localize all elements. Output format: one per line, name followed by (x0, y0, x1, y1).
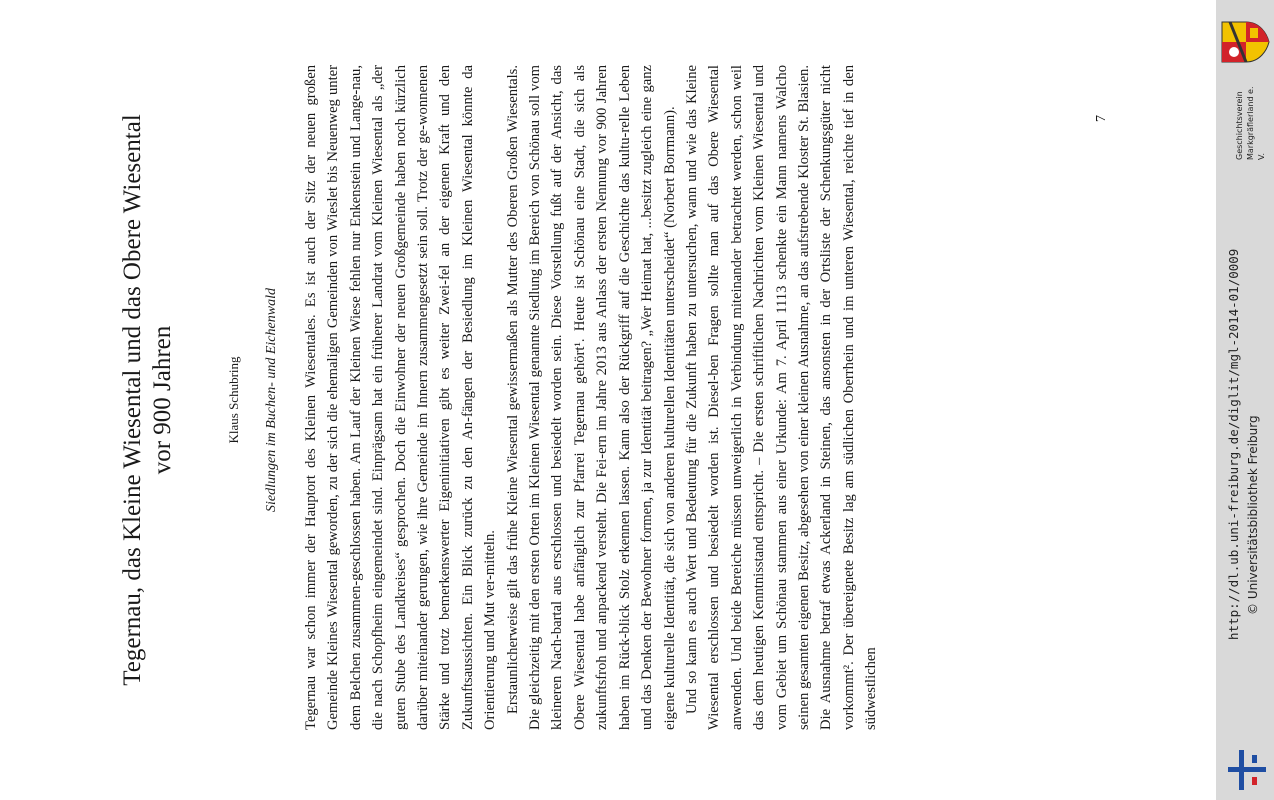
page-number: 7 (1094, 115, 1109, 122)
paragraph-1: Tegernau war schon immer der Hauptort des Kleinen Wiesentales. Es ist auch der Sitz der neuen großen Gemeinde Kleines Wiesental geworden, zu der sich die ehemaligen Gemeinden von Wieslet bis Neuenweg unter dem Belchen zusammen-geschlossen haben. Am Lauf der Kleinen Wiese fehlen nur Enkenstein und Lange-nau, die nach Schopfheim eingemeindet sind. Einprägsam hat ein früherer Landrat vom Kleinen Wiesental als „der guten Stube des Landkreises“ gesprochen. Doch die Einwohner der neuen Großgemeinde haben noch kürzlich darüber miteinander gerungen, wie ihre Gemeinde im Innern zusammengesetzt sein soll. Trotz der ge-wonnenen Stärke und trotz bemerkenswerter Eigeninitiativen gibt es weiter Zwei-fel an der eigenen Kraft und den Zukunftsaussichten. Ein Blick zurück zu den An-fängen der Besiedlung im Kleinen Wiesental könnte da Orientierung und Mut ver-mitteln. (303, 65, 499, 730)
section-subheading: Siedlungen im Buchen- und Eichenwald (264, 288, 279, 512)
society-name-line-2: Markgräflerland e. V. (1246, 86, 1266, 160)
article-body (300, 65, 883, 730)
coat-of-arms-icon (1220, 20, 1270, 64)
university-library-logo-icon (1228, 750, 1266, 790)
paragraph-2: Erstaunlicherweise gilt das frühe Kleine Wiesental gewissermaßen als Mutter des Oberen Großen Wiesentals. Die gleichzeitig mit den ersten Orten im Kleinen Wiesental genannte Siedlung im Bereich von Schönau soll vom kleineren Nach-bartal aus erschlossen und besiedelt worden sein. Diese Vorstellung fußt auf der Ansicht, das Obere Wiesental habe anfänglich zur Pfarrei Tegernau gehört¹. Heute ist Schönau eine Stadt, die sich als zukunftsfroh und anpackend versteht. Die Fei-ern im Jahre 2013 aus Anlass der ersten Nennung vor 900 Jahren haben im Rück-blick Stolz erkennen lassen. Kann also der Rückgriff auf die Geschichte das kultu-relle Leben und das Denken der Bewohner formen, ja zur Identität beitragen? „Wer Heimat hat, ...besitzt zugleich eine ganz eigene kulturelle Identität, die sich von anderen kulturellen Identitäten unterscheidet“ (Norbert Borrmann). (504, 65, 678, 730)
footer-strip (1216, 0, 1274, 800)
society-name-line-1: Geschichtsverein (1235, 91, 1244, 160)
society-name (1234, 80, 1267, 160)
copyright-notice: © Universitätsbibliothek Freiburg (1246, 415, 1260, 615)
title-line-1: Tegernau, das Kleine Wiesental und das Obere Wiesental (119, 114, 146, 686)
title-line-2: vor 900 Jahren (149, 325, 176, 475)
author-name: Klaus Schubring (226, 356, 241, 444)
article-title (118, 60, 178, 740)
document-url-link[interactable]: http://dl.ub.uni-freiburg.de/diglit/mgl-2014-01/0009 (1226, 248, 1241, 640)
paragraph-3: Und so kann es auch Wert und Bedeutung für die Zukunft haben zu untersuchen, wann und wie das Kleine Wiesental erschlossen und besiedelt worden ist. Diesel-ben Fragen sollte man auf das Obere Wiesental anwenden. Und beide Bereiche müssen unweigerlich in Verbindung miteinander betrachtet werden, schon weil das dem heutigen Kenntnisstand entspricht. – Die ersten schriftlichen Nachrichten vom Kleinen Wiesental und vom Gebiet um Schönau stammen aus einer Urkunde: Am 7. April 1113 schenkte ein Mann namens Walcho seinen gesamten eigenen Besitz, abgesehen von einer kleinen Ausnahme, an das aufstrebende Kloster St. Blasien. Die Ausnahme betraf etwas Ackerland in Steinen, das ansonsten in der Ortsliste der Schenkungsgüter nicht vorkommt². Der übereignete Besitz lag am südlichen Oberrhein und im unteren Wiesental, reichte tief in den südwestlichen (683, 65, 880, 730)
